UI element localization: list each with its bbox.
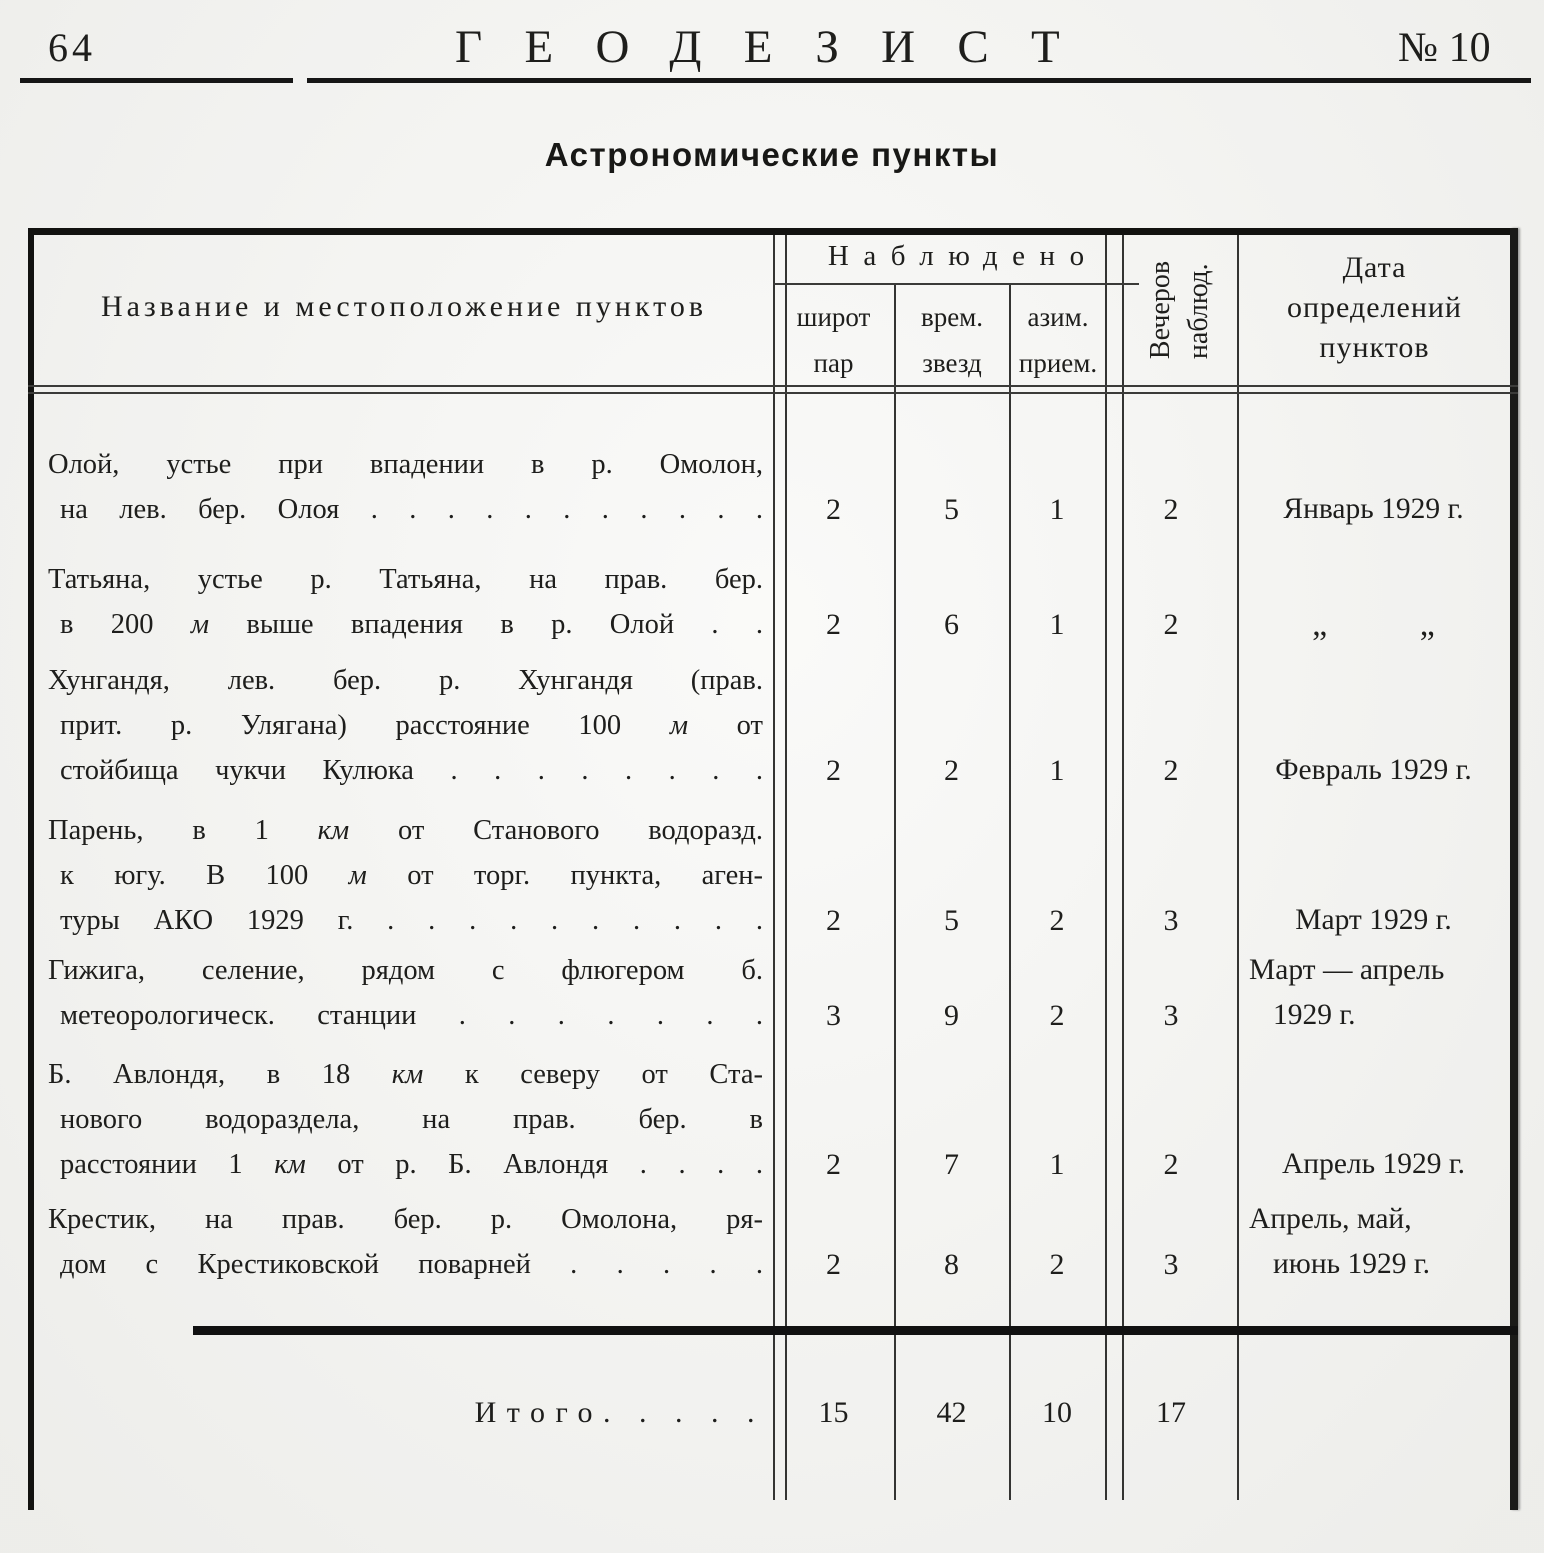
date-cell xyxy=(1237,748,1510,793)
table-row-paren xyxy=(28,808,1510,943)
azimuth-sets-value: 1 xyxy=(1049,608,1065,641)
date-cell xyxy=(1237,948,1510,1038)
name-line: Татьяна, устье р. Татьяна, на прав. бер. xyxy=(48,564,763,595)
total-evenings: 17 xyxy=(1156,1396,1186,1429)
name-line: Олой, устье при впадении в р. Омолон, xyxy=(48,449,763,480)
point-name xyxy=(28,658,773,793)
table-row-b-avlondya xyxy=(28,1052,1510,1187)
date-cell xyxy=(1237,602,1510,647)
latitude-pairs-value: 2 xyxy=(826,1148,841,1181)
name-line: на лев. бер. Олоя . . . . . . . . . . . xyxy=(60,494,763,525)
latitude-pairs-value: 2 xyxy=(826,1248,841,1281)
column-group-observed: Наблюдено xyxy=(827,240,1099,272)
table-top-border xyxy=(28,228,1518,235)
time-stars-value: 7 xyxy=(944,1148,959,1181)
date-line: Апрель 1929 г. xyxy=(1281,1148,1465,1180)
time-stars-value: 9 xyxy=(944,999,959,1032)
total-latitude-pairs: 15 xyxy=(818,1396,849,1429)
column-header-name: Название и местоположение пунктов xyxy=(100,290,708,323)
azimuth-sets-value: 1 xyxy=(1049,1148,1065,1181)
observed-group-underline xyxy=(773,283,1139,285)
evenings-value: 2 xyxy=(1163,1148,1179,1181)
page-number: 64 xyxy=(48,25,96,70)
evenings-value: 2 xyxy=(1163,608,1179,641)
date-cell xyxy=(1237,487,1510,532)
name-line: Парень, в 1 км от Станового водоразд. xyxy=(48,815,763,846)
ditto-marks: „ „ xyxy=(1312,606,1435,643)
journal-title: ГЕОДЕЗИСТ xyxy=(455,21,1103,73)
azimuth-sets-value: 2 xyxy=(1049,904,1065,937)
table-body xyxy=(28,392,1510,1435)
total-time-stars: 42 xyxy=(936,1396,967,1429)
issue-number: № 10 xyxy=(1398,25,1491,71)
table-row-gizhiga xyxy=(28,948,1510,1038)
name-line: прит. р. Улягана) расстояние 100 м от xyxy=(60,710,763,741)
date-header-line3: пунктов xyxy=(1319,331,1430,364)
azimuth-sets-value: 1 xyxy=(1049,493,1065,526)
header-rule-left xyxy=(20,78,293,83)
table-row-tatyana xyxy=(28,557,1510,647)
name-line: туры АКО 1929 г. . . . . . . . . . . xyxy=(60,905,763,936)
table-right-border xyxy=(1510,228,1518,1510)
latitude-pairs-value: 2 xyxy=(826,904,841,937)
name-line: в 200 м выше впадения в р. Олой . . xyxy=(60,609,763,640)
table-total-row xyxy=(28,1390,1510,1435)
latitude-pairs-line2: пар xyxy=(813,348,854,378)
point-name xyxy=(28,1052,773,1187)
date-cell xyxy=(1237,1142,1510,1187)
name-line: метеорологическ. станции . . . . . . . xyxy=(60,1000,763,1031)
point-name xyxy=(28,442,773,532)
total-azimuth-sets: 10 xyxy=(1042,1396,1072,1429)
azimuth-sets-value: 2 xyxy=(1049,1248,1065,1281)
latitude-pairs-value: 2 xyxy=(826,608,841,641)
point-name xyxy=(28,808,773,943)
column-header-azimuth-sets xyxy=(1011,294,1105,386)
evenings-rotated-text xyxy=(1142,261,1218,359)
table-row-oloy xyxy=(28,442,1510,532)
latitude-pairs-line1: широт xyxy=(796,302,871,332)
point-name xyxy=(28,948,773,1038)
date-line: 1929 г. xyxy=(1273,999,1356,1031)
date-line: Март — апрель xyxy=(1249,954,1445,986)
date-cell xyxy=(1237,898,1510,943)
time-stars-value: 8 xyxy=(944,1248,959,1281)
name-line: Крестик, на прав. бер. р. Омолона, ря- xyxy=(48,1204,763,1235)
evenings-value: 2 xyxy=(1163,493,1179,526)
header-rule-right xyxy=(307,78,1531,83)
evenings-value: 3 xyxy=(1163,999,1179,1032)
column-header-latitude-pairs xyxy=(775,294,892,386)
column-header-evenings xyxy=(1124,235,1237,385)
name-line: стойбища чукчи Кулюка . . . . . . . . xyxy=(60,755,763,786)
name-line: Хунгандя, лев. бер. р. Хунгандя (прав. xyxy=(48,665,763,696)
date-line: Февраль 1929 г. xyxy=(1275,754,1472,786)
time-stars-value: 5 xyxy=(944,493,959,526)
date-header-line1: Дата xyxy=(1342,251,1407,284)
evenings-value: 3 xyxy=(1163,1248,1179,1281)
azimuth-sets-value: 2 xyxy=(1049,999,1065,1032)
section-title: Астрономические пункты xyxy=(544,136,1000,173)
column-header-time-stars xyxy=(896,294,1008,386)
point-name xyxy=(28,1197,773,1287)
evenings-line2: наблюд. xyxy=(1183,263,1215,360)
column-header-date xyxy=(1239,248,1510,368)
latitude-pairs-value: 3 xyxy=(826,999,841,1032)
name-line: расстоянии 1 км от р. Б. Авлондя . . . . xyxy=(60,1149,763,1180)
date-line: Апрель, май, xyxy=(1249,1203,1412,1235)
point-name xyxy=(28,557,773,647)
name-line: дом с Крестиковской поварней . . . . . xyxy=(60,1249,763,1280)
table-row-khungandya xyxy=(28,658,1510,793)
time-stars-line1: врем. xyxy=(920,302,984,332)
table-row-krestik xyxy=(28,1197,1510,1287)
name-line: Гижига, селение, рядом с флюгером б. xyxy=(48,955,763,986)
name-line: к югу. В 100 м от торг. пункта, аген- xyxy=(60,860,764,891)
latitude-pairs-value: 2 xyxy=(826,493,841,526)
date-line: Март 1929 г. xyxy=(1295,904,1452,936)
evenings-line1: Вечеров xyxy=(1145,260,1177,360)
date-line: Январь 1929 г. xyxy=(1283,493,1464,525)
azimuth-sets-line1: азим. xyxy=(1027,302,1089,332)
date-cell xyxy=(1237,1197,1510,1287)
azimuth-sets-line2: прием. xyxy=(1018,348,1098,378)
latitude-pairs-value: 2 xyxy=(826,754,841,787)
name-line: Б. Авлондя, в 18 км к северу от Ста- xyxy=(48,1059,763,1090)
date-header-line2: определений xyxy=(1286,291,1462,324)
azimuth-sets-value: 1 xyxy=(1049,754,1065,787)
total-label: Итого. . . . . xyxy=(474,1396,765,1429)
astro-points-table xyxy=(28,228,1518,1510)
time-stars-value: 6 xyxy=(944,608,959,641)
evenings-value: 3 xyxy=(1163,904,1179,937)
time-stars-line2: звезд xyxy=(922,348,982,378)
evenings-value: 2 xyxy=(1163,754,1179,787)
name-line: нового водораздела, на прав. бер. в xyxy=(60,1104,763,1135)
time-stars-value: 2 xyxy=(944,754,959,787)
time-stars-value: 5 xyxy=(944,904,959,937)
date-line: июнь 1929 г. xyxy=(1273,1248,1430,1280)
